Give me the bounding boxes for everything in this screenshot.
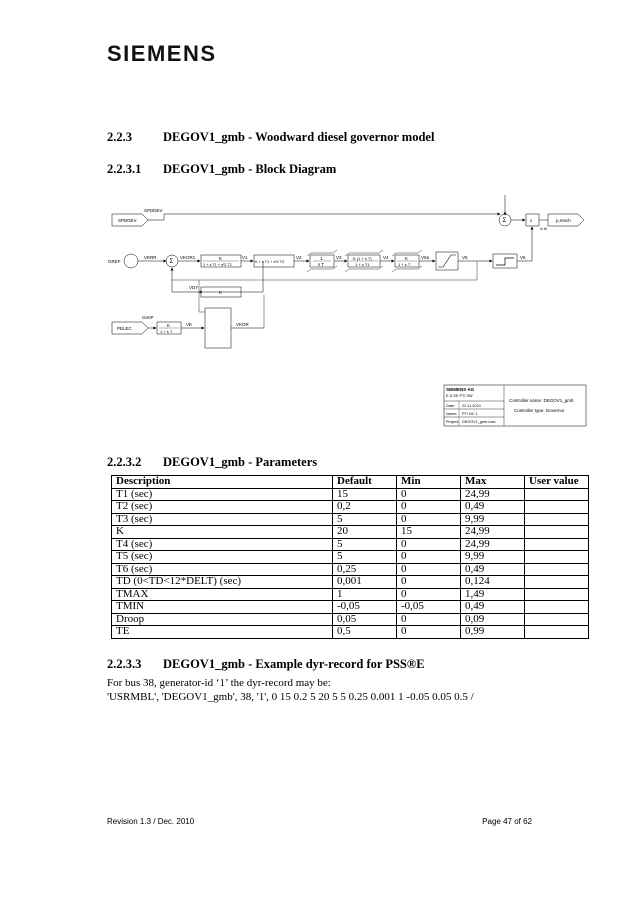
table-cell: TMAX xyxy=(112,588,333,601)
gref-label: GREF xyxy=(108,259,121,264)
tf4-numerator: K (1 + s T) xyxy=(353,256,372,261)
v3-label: V3 xyxy=(336,255,342,260)
table-cell: 0,49 xyxy=(461,563,525,576)
table-cell: 0 xyxy=(397,563,461,576)
table-header-row xyxy=(112,476,589,489)
table-row xyxy=(112,613,589,626)
spddev-signal-line xyxy=(164,214,500,220)
table-cell: 0,05 xyxy=(333,613,397,626)
table-cell: -0,05 xyxy=(333,601,397,614)
table-cell: 0,25 xyxy=(333,563,397,576)
speed-summer-symbol: Σ xyxy=(502,218,507,224)
table-cell xyxy=(525,513,589,526)
table-cell: Droop xyxy=(112,613,333,626)
verr-label: VERR xyxy=(144,255,157,260)
title-block-name: PTI NC 1 xyxy=(462,412,478,416)
table-cell: 1 xyxy=(333,588,397,601)
tf4-denominator: 1 + s T1 xyxy=(355,262,370,267)
pelec-tf-numerator: K xyxy=(167,323,171,328)
table-cell: 0 xyxy=(397,626,461,639)
v2-label: V2 xyxy=(296,255,302,260)
example-number: 2.2.3.3 xyxy=(107,657,142,671)
table-cell: 0 xyxy=(397,551,461,564)
parameters-title: DEGOV1_gmb - Parameters xyxy=(163,455,318,469)
main-summer-symbol: Σ xyxy=(169,259,174,265)
example-dyr-record: 'USRMBL', 'DEGOV1_gmb', 38, '1', 0 15 0.2 5 20 5 5 0.25 0.001 1 -0.05 0.05 0.5 / xyxy=(107,691,474,703)
block-diagram-number: 2.2.3.1 xyxy=(107,162,142,176)
table-cell: 0 xyxy=(397,513,461,526)
table-cell xyxy=(525,626,589,639)
table-row xyxy=(112,563,589,576)
gref-input-port xyxy=(124,254,138,268)
selector-block xyxy=(205,308,231,348)
block-diagram-heading xyxy=(107,162,336,177)
parameters-number: 2.2.3.2 xyxy=(107,455,142,469)
table-cell: 0 xyxy=(397,588,461,601)
title-block-controller-name: Controller name: DEGOV1_gmb xyxy=(509,398,574,403)
spddev-input-label: SPDDEV xyxy=(118,218,137,223)
parameters-heading xyxy=(107,455,317,470)
table-cell xyxy=(525,563,589,576)
table-cell: 5 xyxy=(333,551,397,564)
tf1-numerator: K xyxy=(219,256,223,261)
multiplier-block xyxy=(526,214,539,226)
tf2-expression: K + s T1 + s²2 T2 xyxy=(255,260,285,264)
title-block-name-label: Name: xyxy=(446,412,458,416)
title-block-project-label: Project: xyxy=(446,420,459,424)
table-cell: T1 (sec) xyxy=(112,488,333,501)
title-block-date: 22.11.2010 xyxy=(462,404,481,408)
spddev-signal-label: SPDDEV xyxy=(144,208,163,213)
title-block-company: SIEMENS AG xyxy=(446,387,475,392)
table-cell: 9,99 xyxy=(461,513,525,526)
table-cell: 0,99 xyxy=(461,626,525,639)
table-cell xyxy=(525,501,589,514)
table-cell: 15 xyxy=(333,488,397,501)
column-header: Description xyxy=(112,476,333,489)
table-cell: T2 (sec) xyxy=(112,501,333,514)
title-block-controller-type: Controller type: Governor xyxy=(514,408,565,413)
table-row xyxy=(112,538,589,551)
column-header: Default xyxy=(333,476,397,489)
table-cell: T6 (sec) xyxy=(112,563,333,576)
table-cell: 0 xyxy=(397,501,461,514)
table-row xyxy=(112,488,589,501)
block-diagram xyxy=(104,190,594,435)
table-cell: 0,001 xyxy=(333,576,397,589)
multiplier-unit: in W xyxy=(540,227,547,231)
title-block-dept: E D SE PTI SW xyxy=(446,394,473,398)
table-cell: 0 xyxy=(397,576,461,589)
table-row xyxy=(112,501,589,514)
table-cell: T3 (sec) xyxy=(112,513,333,526)
table-cell xyxy=(525,576,589,589)
column-header: User value xyxy=(525,476,589,489)
table-cell: -0,05 xyxy=(397,601,461,614)
table-cell: 5 xyxy=(333,538,397,551)
table-cell xyxy=(525,588,589,601)
table-cell: 24,99 xyxy=(461,488,525,501)
section-title: DEGOV1_gmb - Woodward diesel governor model xyxy=(163,130,435,144)
table-cell: T4 (sec) xyxy=(112,538,333,551)
section-number: 2.2.3 xyxy=(107,130,132,144)
table-cell xyxy=(525,538,589,551)
title-block-date-label: Date: xyxy=(446,404,456,408)
vkor1-label: VKOR1 xyxy=(180,255,196,260)
table-cell: 20 xyxy=(333,526,397,539)
table-cell: 0,49 xyxy=(461,601,525,614)
v6-label: V6 xyxy=(520,255,526,260)
table-cell xyxy=(525,488,589,501)
parameters-table xyxy=(111,475,589,639)
section-heading xyxy=(107,130,434,145)
genp-label: GenP xyxy=(142,315,154,320)
v5-label: V5 xyxy=(462,255,468,260)
pelec-tf-denominator: 1 + s T xyxy=(160,329,173,334)
footer-revision: Revision 1.3 / Dec. 2010 xyxy=(107,817,195,826)
table-row xyxy=(112,576,589,589)
v5a-label: V5a xyxy=(421,255,430,260)
v1-label: V1 xyxy=(242,255,248,260)
table-cell: TMIN xyxy=(112,601,333,614)
multiplier-symbol: x xyxy=(530,218,533,223)
table-cell: 0,09 xyxy=(461,613,525,626)
table-cell: 24,99 xyxy=(461,538,525,551)
block-diagram-title: DEGOV1_gmb - Block Diagram xyxy=(163,162,337,176)
table-cell xyxy=(525,526,589,539)
vdy-label: VDY xyxy=(189,285,199,290)
table-row xyxy=(112,526,589,539)
table-row xyxy=(112,626,589,639)
ve-label: VE xyxy=(186,322,193,327)
example-heading xyxy=(107,657,425,672)
tf3-denominator: s T xyxy=(318,262,325,267)
table-cell: 15 xyxy=(397,526,461,539)
table-cell: 0,124 xyxy=(461,576,525,589)
k-block-label: K xyxy=(219,290,223,295)
vkor-label: VKOR xyxy=(236,322,249,327)
example-title: DEGOV1_gmb - Example dyr-record for PSS®E xyxy=(163,657,425,671)
tf1-denominator: 1 + s T1 + s²2 T2 xyxy=(203,263,232,267)
table-cell xyxy=(525,551,589,564)
table-cell: TE xyxy=(112,626,333,639)
table-cell: 0 xyxy=(397,538,461,551)
table-cell: 24,99 xyxy=(461,526,525,539)
table-cell xyxy=(525,601,589,614)
example-intro-text: For bus 38, generator-id ‘1’ the dyr-record may be: xyxy=(107,677,331,689)
tf5-numerator: K xyxy=(405,256,409,261)
table-row xyxy=(112,601,589,614)
table-row xyxy=(112,588,589,601)
table-row xyxy=(112,513,589,526)
table-cell: T5 (sec) xyxy=(112,551,333,564)
table-cell: TD (0<TD<12*DELT) (sec) xyxy=(112,576,333,589)
tf5-denominator: 1 + s T xyxy=(398,262,411,267)
table-cell: 1,49 xyxy=(461,588,525,601)
table-row xyxy=(112,551,589,564)
tf3-numerator: 1 xyxy=(320,256,323,261)
column-header: Min xyxy=(397,476,461,489)
column-header: Max xyxy=(461,476,525,489)
footer-page-number: Page 47 of 62 xyxy=(482,817,532,826)
siemens-logo: SIEMENS xyxy=(107,41,217,66)
table-cell: 9,99 xyxy=(461,551,525,564)
table-cell: K xyxy=(112,526,333,539)
pmech-output-label: p,mech xyxy=(556,218,571,223)
title-block-project: DEGOV1_gmb.mac xyxy=(462,420,496,424)
table-cell xyxy=(525,613,589,626)
table-cell: 0,49 xyxy=(461,501,525,514)
v4-label: V4 xyxy=(383,255,389,260)
table-cell: 0 xyxy=(397,613,461,626)
table-cell: 0,2 xyxy=(333,501,397,514)
table-cell: 0,5 xyxy=(333,626,397,639)
table-cell: 0 xyxy=(397,488,461,501)
parameters-table-body xyxy=(112,488,589,638)
pelec-label: PELEC xyxy=(117,326,132,331)
table-cell: 5 xyxy=(333,513,397,526)
